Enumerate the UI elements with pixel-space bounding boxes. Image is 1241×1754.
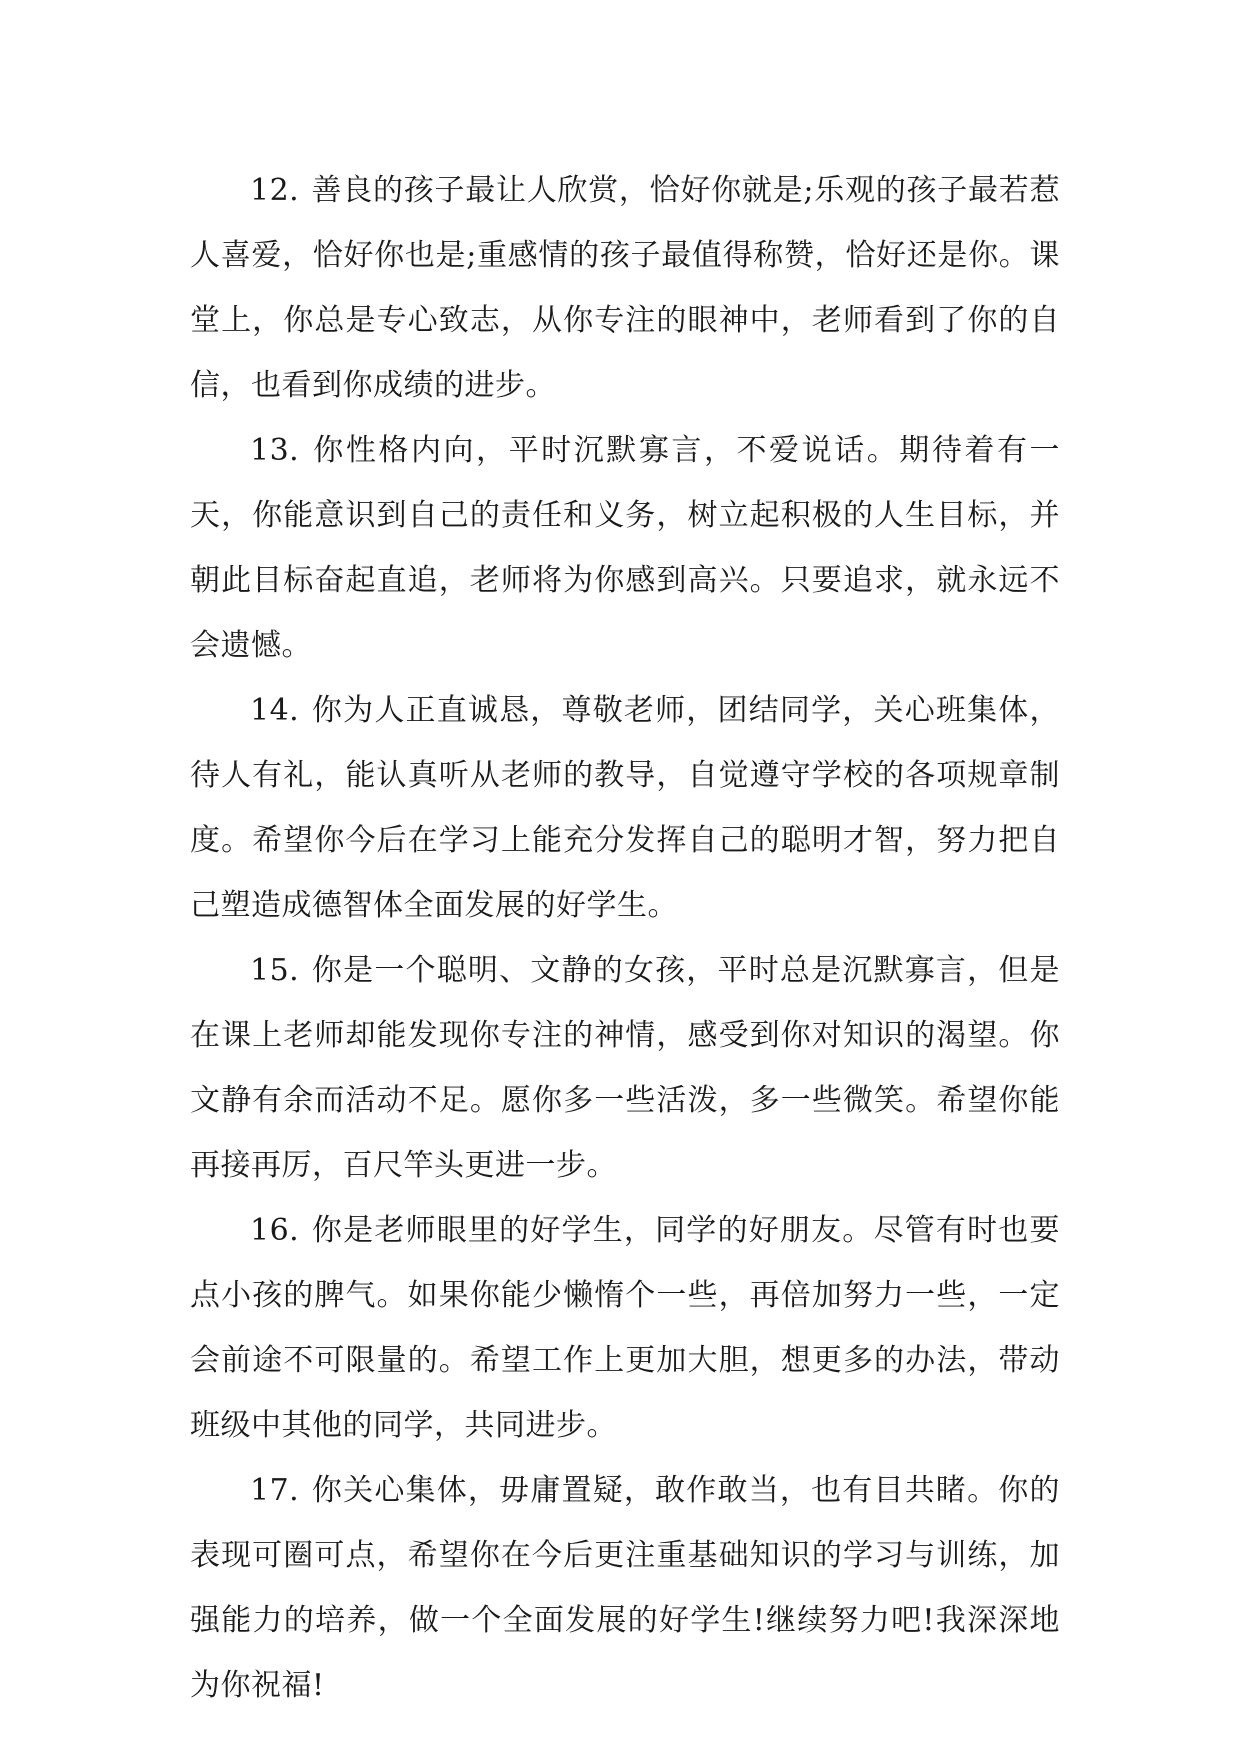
paragraph-number: 17. bbox=[250, 1473, 300, 1508]
paragraph-13 bbox=[190, 418, 1060, 678]
paragraph-15 bbox=[190, 938, 1060, 1198]
paragraph-17 bbox=[190, 1458, 1060, 1718]
paragraph-number: 13. bbox=[250, 433, 300, 468]
document-body bbox=[190, 158, 1060, 1718]
paragraph-14 bbox=[190, 678, 1060, 938]
paragraph-text: 你是老师眼里的好学生，同学的好朋友。尽管有时也要点小孩的脾气。如果你能少懒惰个一些，再倍加努力一些，一定会前途不可限量的。希望工作上更加大胆，想更多的办法，带动班级中其他的同学，共同进步。 bbox=[190, 1213, 1060, 1443]
paragraph-number: 15. bbox=[250, 953, 300, 988]
paragraph-text: 善良的孩子最让人欣赏，恰好你就是;乐观的孩子最若惹人喜爱，恰好你也是;重感情的孩子最值得称赞，恰好还是你。课堂上，你总是专心致志，从你专注的眼神中，老师看到了你的自信，也看到你成绩的进步。 bbox=[190, 173, 1060, 403]
paragraph-text: 你为人正直诚恳，尊敬老师，团结同学，关心班集体，待人有礼，能认真听从老师的教导，自觉遵守学校的各项规章制度。希望你今后在学习上能充分发挥自己的聪明才智，努力把自己塑造成德智体全面发展的好学生。 bbox=[190, 693, 1060, 923]
paragraph-number: 14. bbox=[250, 693, 300, 728]
paragraph-text: 你关心集体，毋庸置疑，敢作敢当，也有目共睹。你的表现可圈可点，希望你在今后更注重基础知识的学习与训练，加强能力的培养，做一个全面发展的好学生!继续努力吧!我深深地为你祝福! bbox=[190, 1473, 1060, 1703]
paragraph-number: 16. bbox=[250, 1213, 300, 1248]
paragraph-number: 12. bbox=[250, 173, 300, 208]
paragraph-text: 你是一个聪明、文静的女孩，平时总是沉默寡言，但是在课上老师却能发现你专注的神情，感受到你对知识的渴望。你文静有余而活动不足。愿你多一些活泼，多一些微笑。希望你能再接再厉，百尺竿头更进一步。 bbox=[190, 953, 1060, 1183]
paragraph-text: 你性格内向，平时沉默寡言，不爱说话。期待着有一天，你能意识到自己的责任和义务，树立起积极的人生目标，并朝此目标奋起直追，老师将为你感到高兴。只要追求，就永远不会遗憾。 bbox=[190, 433, 1060, 663]
paragraph-12 bbox=[190, 158, 1060, 418]
paragraph-16 bbox=[190, 1198, 1060, 1458]
